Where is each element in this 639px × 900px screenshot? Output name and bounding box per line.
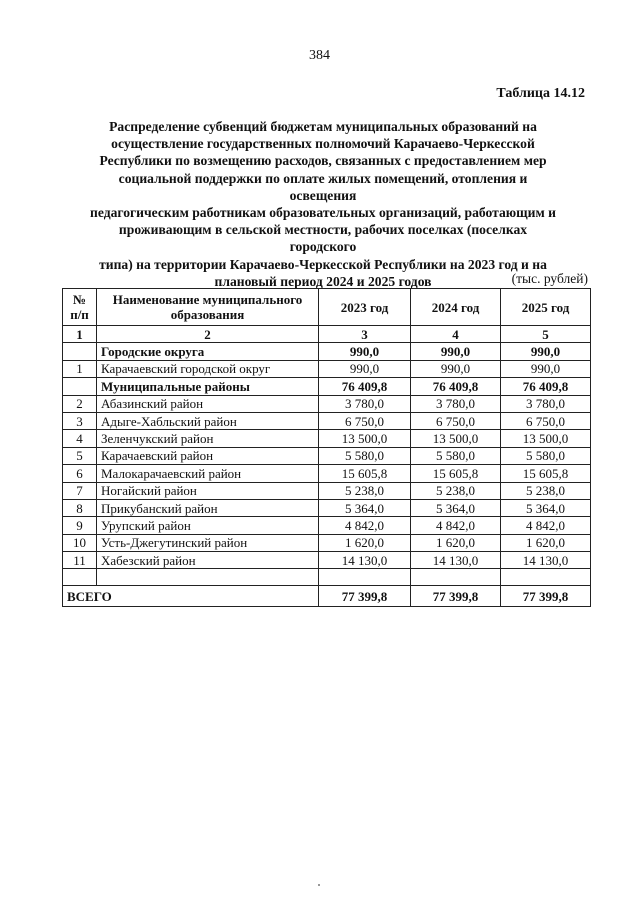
page-number: 384 [309, 48, 330, 63]
row-name: Карачаевский район [97, 447, 319, 464]
column-number: 1 [63, 326, 97, 343]
row-number [63, 378, 97, 395]
table-body [63, 343, 591, 569]
table-row [63, 447, 591, 464]
value-2024: 1 620,0 [411, 534, 501, 551]
row-number: 2 [63, 395, 97, 412]
row-number: 9 [63, 517, 97, 534]
value-2023: 3 780,0 [319, 395, 411, 412]
table-row [63, 343, 591, 360]
value-2024: 990,0 [411, 343, 501, 360]
value-2024: 5 580,0 [411, 447, 501, 464]
value-2024: 5 238,0 [411, 482, 501, 499]
value-2024: 76 409,8 [411, 378, 501, 395]
value-2023: 990,0 [319, 360, 411, 377]
row-name: Малокарачаевский район [97, 465, 319, 482]
table-row-total [63, 586, 591, 607]
value-2024: 14 130,0 [411, 552, 501, 569]
title-line: типа) на территории Карачаево-Черкесской Республики на 2023 год и на [99, 256, 547, 272]
row-number: 10 [63, 534, 97, 551]
title-line: Республики по возмещению расходов, связанных с предоставлением мер [99, 153, 547, 169]
row-name: Городские округа [97, 343, 319, 360]
value-2023: 5 364,0 [319, 499, 411, 516]
value-2023: 76 409,8 [319, 378, 411, 395]
table-row [63, 378, 591, 395]
value-2025: 5 238,0 [501, 482, 591, 499]
row-number: 4 [63, 430, 97, 447]
value-2024: 15 605,8 [411, 465, 501, 482]
value-2023: 1 620,0 [319, 534, 411, 551]
units-note: (тыс. рублей) [511, 271, 588, 286]
title-line: проживающим в сельской местности, рабочих поселках (поселках городского [118, 222, 528, 255]
subvention-table [62, 288, 591, 607]
scan-speck [318, 884, 320, 886]
total-2024: 77 399,8 [411, 586, 501, 607]
row-name: Хабезский район [97, 552, 319, 569]
row-name: Карачаевский городской округ [97, 360, 319, 377]
value-2025: 13 500,0 [501, 430, 591, 447]
row-number: 5 [63, 447, 97, 464]
row-number: 3 [63, 412, 97, 429]
value-2025: 76 409,8 [501, 378, 591, 395]
table-title [84, 118, 562, 290]
header-name: Наименование муниципального образования [97, 289, 319, 326]
row-number: 8 [63, 499, 97, 516]
header-2025: 2025 год [501, 289, 591, 326]
total-2025: 77 399,8 [501, 586, 591, 607]
value-2025: 3 780,0 [501, 395, 591, 412]
row-name: Прикубанский район [97, 499, 319, 516]
table-row [63, 499, 591, 516]
table-row [63, 430, 591, 447]
row-name: Адыге-Хабльский район [97, 412, 319, 429]
column-number-row [63, 326, 591, 343]
column-number: 2 [97, 326, 319, 343]
header-row [63, 289, 591, 326]
title-line: плановый период 2024 и 2025 годов [214, 273, 432, 289]
value-2023: 6 750,0 [319, 412, 411, 429]
value-2025: 6 750,0 [501, 412, 591, 429]
value-2023: 5 238,0 [319, 482, 411, 499]
value-2023: 990,0 [319, 343, 411, 360]
value-2023: 5 580,0 [319, 447, 411, 464]
column-number: 3 [319, 326, 411, 343]
column-number: 5 [501, 326, 591, 343]
title-line: Распределение субвенций бюджетам муниципальных образований на [109, 119, 537, 134]
value-2024: 3 780,0 [411, 395, 501, 412]
title-line: педагогическим работникам образовательных организаций, работающим и [90, 205, 556, 221]
value-2024: 4 842,0 [411, 517, 501, 534]
column-number: 4 [411, 326, 501, 343]
header-2024: 2024 год [411, 289, 501, 326]
value-2023: 14 130,0 [319, 552, 411, 569]
row-name: Абазинский район [97, 395, 319, 412]
value-2025: 5 364,0 [501, 499, 591, 516]
row-name: Усть-Джегутинский район [97, 534, 319, 551]
table-row [63, 517, 591, 534]
value-2025: 14 130,0 [501, 552, 591, 569]
header-num: № п/п [63, 289, 97, 326]
total-2023: 77 399,8 [319, 586, 411, 607]
table-row [63, 412, 591, 429]
row-number: 6 [63, 465, 97, 482]
value-2024: 13 500,0 [411, 430, 501, 447]
row-number: 7 [63, 482, 97, 499]
table-row [63, 465, 591, 482]
table-row [63, 360, 591, 377]
total-label: ВСЕГО [63, 586, 319, 607]
value-2025: 5 580,0 [501, 447, 591, 464]
value-2023: 4 842,0 [319, 517, 411, 534]
row-name: Зеленчукский район [97, 430, 319, 447]
row-name: Ногайский район [97, 482, 319, 499]
row-number: 1 [63, 360, 97, 377]
value-2024: 5 364,0 [411, 499, 501, 516]
table-row [63, 395, 591, 412]
table-row [63, 482, 591, 499]
value-2025: 1 620,0 [501, 534, 591, 551]
table-row [63, 534, 591, 551]
value-2023: 13 500,0 [319, 430, 411, 447]
row-name: Урупский район [97, 517, 319, 534]
value-2025: 4 842,0 [501, 517, 591, 534]
table-row-empty [63, 569, 591, 586]
value-2025: 15 605,8 [501, 465, 591, 482]
table-row [63, 552, 591, 569]
table-label: Таблица 14.12 [496, 86, 585, 101]
row-name: Муниципальные районы [97, 378, 319, 395]
row-number [63, 343, 97, 360]
title-line: осуществление государственных полномочий Карачаево-Черкесской [111, 136, 535, 152]
value-2025: 990,0 [501, 360, 591, 377]
row-number: 11 [63, 552, 97, 569]
header-2023: 2023 год [319, 289, 411, 326]
value-2024: 6 750,0 [411, 412, 501, 429]
title-line: социальной поддержки по оплате жилых помещений, отопления и освещения [118, 170, 528, 203]
value-2023: 15 605,8 [319, 465, 411, 482]
value-2024: 990,0 [411, 360, 501, 377]
value-2025: 990,0 [501, 343, 591, 360]
